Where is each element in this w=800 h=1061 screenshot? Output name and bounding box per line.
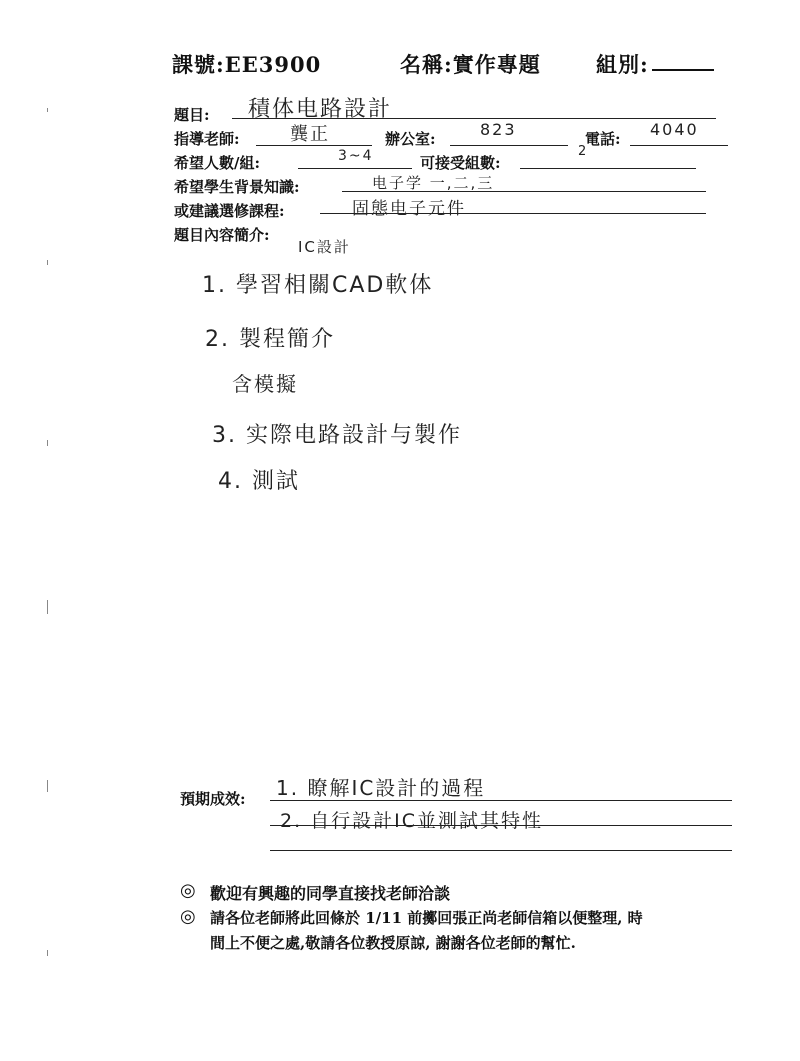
results-rule-1 [270, 800, 732, 801]
advisor-line [256, 145, 372, 146]
note-2-text-continued: 間上不便之處,敬請各位教授原諒, 謝謝各位老師的幫忙. [210, 934, 576, 952]
headcount-value: 3~4 [338, 148, 374, 164]
advisor-value: 龔正 [290, 124, 330, 145]
headcount-label: 希望人數/組: [174, 154, 261, 172]
headcount-line [298, 168, 412, 169]
note-1-bullet: ◎ [180, 880, 196, 901]
courses-value: 固態电子元件 [352, 199, 466, 219]
advisor-label: 指導老師: [174, 130, 240, 148]
background-label: 希望學生背景知識: [174, 178, 300, 196]
phone-value: 4040 [650, 120, 699, 139]
scan-mark [47, 600, 48, 614]
topic-line [232, 118, 716, 119]
note-1-text: 歡迎有興趣的同學直接找老師洽談 [210, 884, 451, 903]
groups-value: 2 [578, 144, 589, 159]
scan-mark [47, 440, 48, 446]
scan-mark [47, 108, 48, 112]
courses-label: 或建議選修課程: [174, 202, 285, 220]
summary-label: 題目內容簡介: [174, 226, 270, 244]
summary-item-2-note: 含模擬 [232, 372, 298, 396]
summary-item-3: 3. 实際电路設計与製作 [212, 423, 462, 448]
topic-label: 題目: [174, 106, 210, 124]
results-rule-2 [270, 825, 732, 826]
groups-line [520, 168, 696, 169]
courses-line [320, 213, 706, 214]
scan-mark [47, 780, 48, 792]
results-line-1: 1. 瞭解IC設計的過程 [276, 776, 486, 800]
results-line-2: 2. 自行設計IC並測試其特性 [280, 810, 544, 832]
note-2-bullet: ◎ [180, 906, 196, 927]
office-value: 823 [480, 120, 517, 139]
summary-item-4: 4. 測試 [218, 469, 300, 494]
office-label: 辦公室: [385, 130, 436, 148]
group-blank-line [652, 69, 714, 71]
group-label: 組別: [596, 52, 649, 77]
summary-item-1: 1. 學習相關CAD軟体 [202, 273, 434, 298]
background-value: 电子学 一,二,三 [372, 174, 495, 192]
summary-annotation: IC設計 [298, 238, 351, 256]
phone-line [630, 145, 728, 146]
topic-value: 積体电路設計 [248, 97, 393, 122]
background-line [342, 191, 706, 192]
phone-label: 電話: [585, 130, 621, 148]
scan-mark [47, 260, 48, 265]
course-name: 名稱:實作專題 [400, 52, 541, 77]
summary-item-2: 2. 製程簡介 [205, 327, 335, 352]
course-number: 課號:EE3900 [172, 52, 322, 77]
results-label: 預期成效: [180, 790, 246, 808]
scan-mark [47, 950, 48, 956]
note-2-text: 請各位老師將此回條於 1/11 前擲回張正尚老師信箱以便整理, 時 [210, 909, 643, 927]
office-line [450, 145, 568, 146]
groups-label: 可接受組數: [420, 154, 501, 172]
results-rule-3 [270, 850, 732, 851]
